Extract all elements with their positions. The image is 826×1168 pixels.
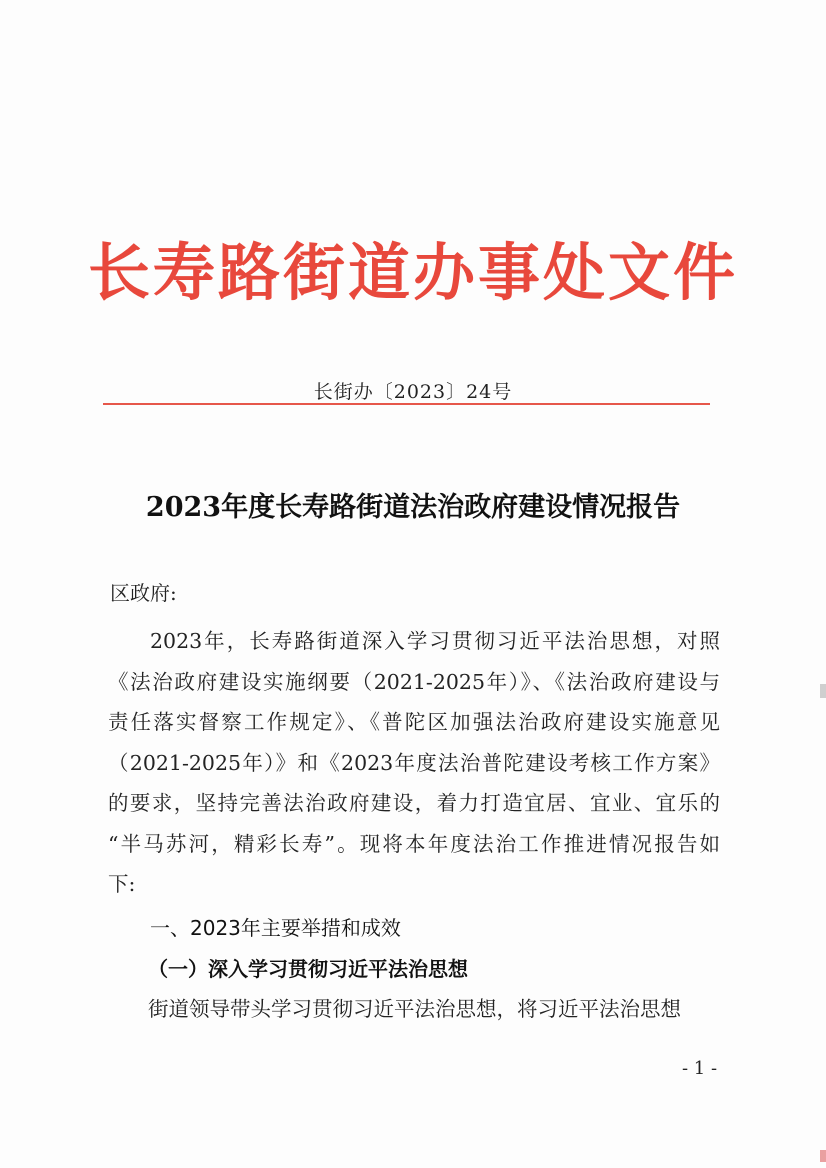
scan-edge-mark [820,1150,826,1162]
body-line: 责任落实督察工作规定》、《普陀区加强法治政府建设实施意见 [108,710,720,734]
body-line: “半马苏河，精彩长寿”。现将本年度法治工作推进情况报告如 [108,831,720,856]
body-line: 《法治政府建设实施纲要（2021-2025年）》、《法治政府建设与 [108,669,720,694]
document-masthead: 长寿路街道办事处文件 [87,236,738,309]
subsection-heading: （一）深入学习贯彻习近平法治思想 [148,957,468,981]
red-divider-line [103,403,710,405]
page-number: - 1 - [682,1058,718,1079]
paragraph-start: 街道领导带头学习贯彻习近平法治思想，将习近平法治思想 [148,997,681,1021]
scan-edge-mark [820,684,826,698]
body-line: 下: [108,872,136,896]
document-title: 2023年度长寿路街道法治政府建设情况报告 [145,492,681,523]
section-heading: 一、2023年主要举措和成效 [150,916,401,940]
document-number: 长街办〔2023〕24号 [313,381,513,403]
body-line: 2023年，长寿路街道深入学习贯彻习近平法治思想，对照 [150,629,720,653]
salutation: 区政府: [110,581,177,605]
body-line: （2021-2025年）》和《2023年度法治普陀建设考核工作方案》 [108,750,720,775]
body-line: 的要求，坚持完善法治政府建设，着力打造宜居、宜业、宜乐的 [108,791,720,815]
body-paragraph [108,621,720,905]
